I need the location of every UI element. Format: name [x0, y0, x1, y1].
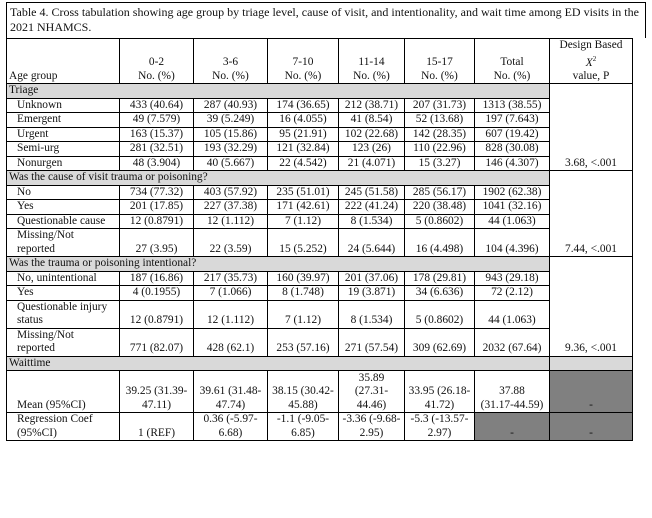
cell: 8 (1.534) [339, 300, 405, 328]
row-label: Regression Coef (95%CI) [7, 413, 120, 441]
row-label: Semi-urg [7, 142, 120, 157]
cell: 178 (29.81) [405, 271, 475, 286]
cell: 828 (30.08) [475, 142, 550, 157]
cell: 110 (22.96) [405, 142, 475, 157]
cell: 48 (3.904) [120, 156, 194, 171]
section-row-cause [7, 171, 633, 186]
cell: 160 (39.97) [268, 271, 339, 286]
cell: 253 (57.16) [268, 328, 339, 356]
cell: 22 (4.542) [268, 156, 339, 171]
cell: 44 (1.063) [475, 214, 550, 229]
cell: 16 (4.498) [405, 229, 475, 257]
cell: 33.95 (26.18- 41.72) [405, 371, 475, 413]
cell: 7 (1.12) [268, 214, 339, 229]
cell: -5.3 (-13.57- 2.97) [405, 413, 475, 441]
cell: 38.15 (30.42- 45.88) [268, 371, 339, 413]
section-title-cause: Was the cause of visit trauma or poisoning? [7, 171, 550, 186]
cell: 1902 (62.38) [475, 185, 550, 200]
table-row [7, 229, 633, 257]
cell: 201 (37.06) [339, 271, 405, 286]
cell: 217 (35.73) [194, 271, 268, 286]
row-label: Questionable injury status [7, 300, 120, 328]
table-row [7, 200, 633, 215]
header-col-4: 15-17 No. (%) [405, 39, 475, 84]
cell: 227 (37.38) [194, 200, 268, 215]
cell: 5 (0.8602) [405, 214, 475, 229]
cell: 428 (62.1) [194, 328, 268, 356]
cell: 102 (22.68) [339, 127, 405, 142]
cell: 220 (38.48) [405, 200, 475, 215]
cell: 207 (31.73) [405, 98, 475, 113]
cell: 433 (40.64) [120, 98, 194, 113]
cell: 0.36 (-5.97- 6.68) [194, 413, 268, 441]
row-label: Mean (95%CI) [7, 371, 120, 413]
cell: 39.25 (31.39- 47.11) [120, 371, 194, 413]
cell: 142 (28.35) [405, 127, 475, 142]
cell: 1313 (38.55) [475, 98, 550, 113]
cell: 7 (1.066) [194, 286, 268, 301]
cell-stat-mean: - [550, 371, 633, 413]
cell: 123 (26) [339, 142, 405, 157]
cell: 281 (32.51) [120, 142, 194, 157]
table-container [6, 2, 646, 441]
cell: 104 (4.396) [475, 229, 550, 257]
stat-intent: 9.36, <.001 [550, 257, 633, 357]
row-label: No, unintentional [7, 271, 120, 286]
cell: 734 (77.32) [120, 185, 194, 200]
row-label: Missing/Not reported [7, 328, 120, 356]
section-title-triage: Triage [7, 84, 550, 99]
section-row-intent [7, 257, 633, 272]
table-row [7, 142, 633, 157]
cell: 35.89 (27.31- 44.46) [339, 371, 405, 413]
cell: 12 (1.112) [194, 300, 268, 328]
table-row [7, 185, 633, 200]
cell: 193 (32.29) [194, 142, 268, 157]
table-caption: Table 4. Cross tabulation showing age group by triage level, cause of visit, and intentionality, and wait time among ED visits in the 2021 NHAMCS. [6, 2, 646, 38]
cell: -3.36 (-9.68- 2.95) [339, 413, 405, 441]
cell: -1.1 (-9.05- 6.85) [268, 413, 339, 441]
cell: 771 (82.07) [120, 328, 194, 356]
table-row [7, 300, 633, 328]
table-row-reg [7, 413, 633, 441]
cell: 197 (7.643) [475, 113, 550, 128]
cell: 235 (51.01) [268, 185, 339, 200]
cell: 72 (2.12) [475, 286, 550, 301]
table-row [7, 98, 633, 113]
table-row [7, 328, 633, 356]
cell: 245 (51.58) [339, 185, 405, 200]
cell: 163 (15.37) [120, 127, 194, 142]
cell: 5 (0.8602) [405, 300, 475, 328]
row-label: Yes [7, 200, 120, 215]
row-label: Urgent [7, 127, 120, 142]
stat-cause: 7.44, <.001 [550, 171, 633, 257]
cell-stat-reg: - [550, 413, 633, 441]
table-row [7, 214, 633, 229]
cell: 146 (4.307) [475, 156, 550, 171]
table-row-mean [7, 371, 633, 413]
cell: 21 (4.071) [339, 156, 405, 171]
cell: 187 (16.86) [120, 271, 194, 286]
cell: 287 (40.93) [194, 98, 268, 113]
row-label: No [7, 185, 120, 200]
cell: 24 (5.644) [339, 229, 405, 257]
cell: 174 (36.65) [268, 98, 339, 113]
cell: 7 (1.12) [268, 300, 339, 328]
cell: 49 (7.579) [120, 113, 194, 128]
cell: 41 (8.54) [339, 113, 405, 128]
header-col-1: 3-6 No. (%) [194, 39, 268, 84]
cell: 22 (3.59) [194, 229, 268, 257]
cell: 4 (0.1955) [120, 286, 194, 301]
header-col-total: Total No. (%) [475, 39, 550, 84]
cell: 39.61 (31.48- 47.74) [194, 371, 268, 413]
cell: 37.88 (31.17-44.59) [475, 371, 550, 413]
header-col-3: 11-14 No. (%) [339, 39, 405, 84]
row-label: Unknown [7, 98, 120, 113]
cell: 1 (REF) [120, 413, 194, 441]
cell: 34 (6.636) [405, 286, 475, 301]
section-title-intent: Was the trauma or poisoning intentional? [7, 257, 550, 272]
row-label: Missing/Not reported [7, 229, 120, 257]
cell: 12 (0.8791) [120, 300, 194, 328]
cell: 12 (0.8791) [120, 214, 194, 229]
header-col-0: 0-2 No. (%) [120, 39, 194, 84]
row-label: Questionable cause [7, 214, 120, 229]
cell-reg-total: - [475, 413, 550, 441]
section-title-wait-end [550, 356, 633, 371]
header-age-group: Age group [7, 39, 120, 84]
section-row-wait [7, 356, 633, 371]
cell: 607 (19.42) [475, 127, 550, 142]
row-label: Nonurgen [7, 156, 120, 171]
header-chi-square: Design Based $X^2$ value, P [550, 39, 633, 84]
cell: 52 (13.68) [405, 113, 475, 128]
cross-tab-table [6, 38, 633, 441]
cell: 12 (1.112) [194, 214, 268, 229]
cell: 403 (57.92) [194, 185, 268, 200]
cell: 105 (15.86) [194, 127, 268, 142]
section-row-triage [7, 84, 633, 99]
cell: 19 (3.871) [339, 286, 405, 301]
header-col-2: 7-10 No. (%) [268, 39, 339, 84]
cell: 8 (1.534) [339, 214, 405, 229]
header-row [7, 39, 633, 84]
cell: 285 (56.17) [405, 185, 475, 200]
cell: 27 (3.95) [120, 229, 194, 257]
row-label: Emergent [7, 113, 120, 128]
cell: 222 (41.24) [339, 200, 405, 215]
cell: 943 (29.18) [475, 271, 550, 286]
stat-triage: 3.68, <.001 [550, 84, 633, 171]
cell: 309 (62.69) [405, 328, 475, 356]
cell: 40 (5.667) [194, 156, 268, 171]
cell: 15 (5.252) [268, 229, 339, 257]
table-row [7, 127, 633, 142]
cell: 95 (21.91) [268, 127, 339, 142]
row-label: Yes [7, 286, 120, 301]
table-row [7, 271, 633, 286]
cell: 1041 (32.16) [475, 200, 550, 215]
cell: 15 (3.27) [405, 156, 475, 171]
cell: 2032 (67.64) [475, 328, 550, 356]
cell: 8 (1.748) [268, 286, 339, 301]
table-row [7, 286, 633, 301]
cell: 39 (5.249) [194, 113, 268, 128]
table-row [7, 113, 633, 128]
cell: 16 (4.055) [268, 113, 339, 128]
cell: 212 (38.71) [339, 98, 405, 113]
cell: 44 (1.063) [475, 300, 550, 328]
cell: 201 (17.85) [120, 200, 194, 215]
table-row [7, 156, 633, 171]
cell: 121 (32.84) [268, 142, 339, 157]
cell: 271 (57.54) [339, 328, 405, 356]
cell: 171 (42.61) [268, 200, 339, 215]
section-title-wait: Waittime [7, 356, 550, 371]
